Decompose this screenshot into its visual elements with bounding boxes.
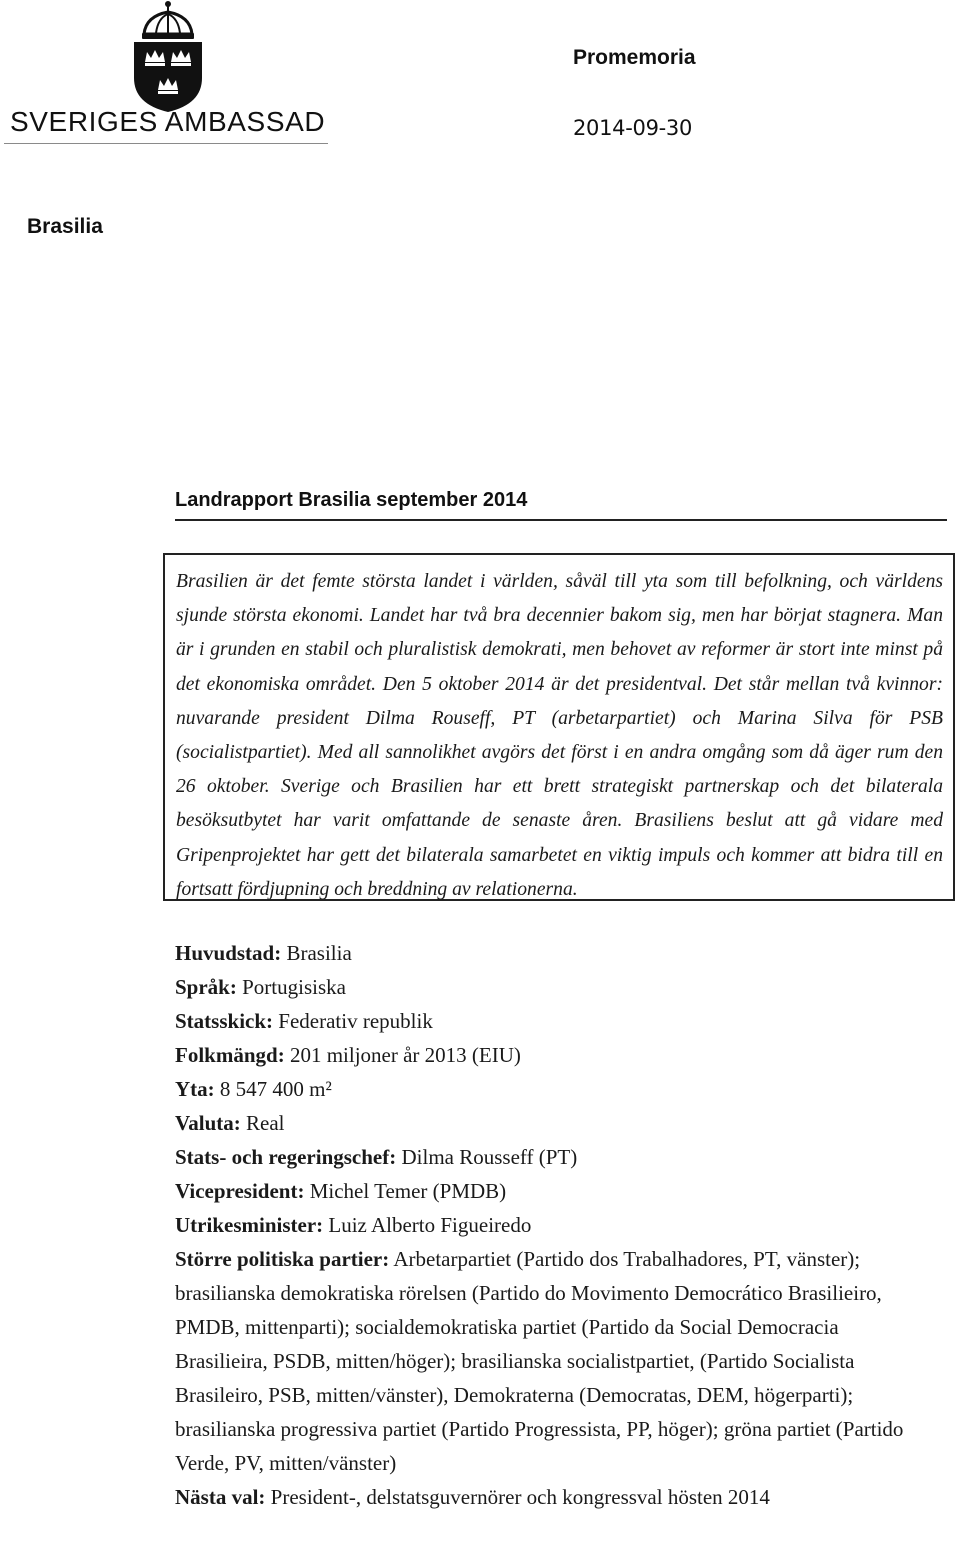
fact-label: Språk: bbox=[175, 975, 237, 999]
fact-area bbox=[175, 1072, 915, 1106]
fact-capital bbox=[175, 936, 915, 970]
fact-label: Nästa val: bbox=[175, 1485, 266, 1509]
document-type: Promemoria bbox=[573, 46, 696, 69]
fact-label: Valuta: bbox=[175, 1111, 241, 1135]
fact-label: Stats- och regeringschef: bbox=[175, 1145, 397, 1169]
fact-government bbox=[175, 1004, 915, 1038]
fact-label: Större politiska partier: bbox=[175, 1247, 390, 1271]
fact-label: Huvudstad: bbox=[175, 941, 282, 965]
fact-language bbox=[175, 970, 915, 1004]
fact-value: Portugisiska bbox=[242, 975, 346, 999]
fact-label: Statsskick: bbox=[175, 1009, 274, 1033]
fact-value: 8 547 400 m² bbox=[219, 1077, 332, 1101]
fact-political-parties bbox=[175, 1242, 915, 1480]
fact-value: Brasilia bbox=[286, 941, 352, 965]
report-title: Landrapport Brasilia september 2014 bbox=[175, 489, 528, 511]
fact-value: Federativ republik bbox=[278, 1009, 433, 1033]
fact-value: Dilma Rousseff (PT) bbox=[401, 1145, 578, 1169]
fact-next-election bbox=[175, 1480, 915, 1514]
fact-label: Utrikesminister: bbox=[175, 1213, 324, 1237]
fact-value: President-, delstatsguvernörer och kongressval hösten 2014 bbox=[270, 1485, 770, 1509]
fact-vice-president bbox=[175, 1174, 915, 1208]
fact-value: Luiz Alberto Figueiredo bbox=[328, 1213, 532, 1237]
title-divider bbox=[175, 519, 947, 521]
fact-head-of-state bbox=[175, 1140, 915, 1174]
logo-wordmark: SVERIGES AMBASSAD bbox=[10, 106, 326, 137]
embassy-logo bbox=[4, 0, 330, 148]
fact-population bbox=[175, 1038, 915, 1072]
summary-box bbox=[163, 553, 955, 901]
fact-currency bbox=[175, 1106, 915, 1140]
summary-text: Brasilien är det femte största landet i världen, såväl till yta som till befolkning, och världens sjunde största ekonomi. Landet har två bra decennier bakom sig, men har börjat stagnera. Man är i grunden en stabil och pluralistisk demokrati, men behovet av reformer är stort inte minst på det ekonomiska området. Den 5 oktober 2014 är det presidentval. Det står mellan två kvinnor: nuvarande president Dilma Rouseff, PT (arbetarpartiet) och Marina Silva för PSB (socialistpartiet). Med all sannolikhet avgörs det först i en andra omgång som då äger rum den 26 oktober. Sverige och Brasilien har ett brett strategiskt partnerskap och det bilaterala besöksutbytet har varit omfattande de senaste åren. Brasiliens beslut att gå vidare med Gripenprojektet har gett det bilaterala samarbetet en viktig impuls och kommer att bidra till en fortsatt fördjupning och breddning av relationerna. bbox=[176, 571, 943, 900]
fact-value: 201 miljoner år 2013 (EIU) bbox=[289, 1043, 521, 1067]
fact-value: Michel Temer (PMDB) bbox=[309, 1179, 507, 1203]
fact-value: Real bbox=[246, 1111, 285, 1135]
fact-foreign-minister bbox=[175, 1208, 915, 1242]
logo-divider bbox=[4, 143, 328, 144]
fact-label: Vicepresident: bbox=[175, 1179, 305, 1203]
fact-label: Yta: bbox=[175, 1077, 215, 1101]
issuing-unit: Brasilia bbox=[27, 215, 103, 238]
swedish-crest-icon bbox=[122, 0, 214, 114]
country-facts bbox=[175, 936, 915, 1514]
fact-value: Arbetarpartiet (Partido dos Trabalhadores, PT, vänster); brasilianska demokratiska rörelsen (Partido do Movimento Democrático Brasilieiro, PMDB, mittenparti); socialdemokratiska partiet (Partido da Social Democracia Brasilieira, PSDB, mitten/höger); brasilianska socialistpartiet, (Partido Socialista Brasileiro, PSB, mitten/vänster), Demokraterna (Democratas, DEM, högerparti); brasilianska progressiva partiet (Partido Progressista, PP, höger); gröna partiet (Partido Verde, PV, mitten/vänster) bbox=[175, 1247, 904, 1475]
fact-label: Folkmängd: bbox=[175, 1043, 285, 1067]
document-date: 2014-09-30 bbox=[573, 116, 693, 140]
